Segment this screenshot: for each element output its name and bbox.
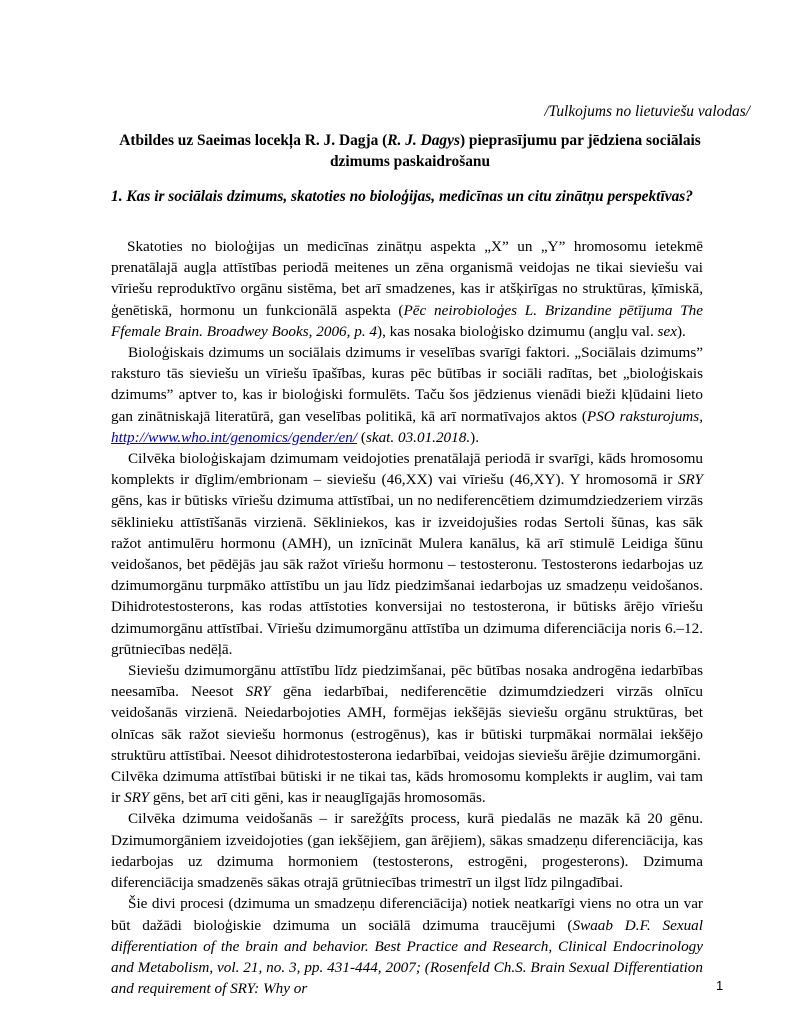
title-name: R. J. Dagys	[387, 132, 460, 149]
paragraph: Sieviešu dzimumorgānu attīstību līdz piedzimšanai, pēc būtības nosaka androgēna iedarbības neesamība. Neesot SRY gēna iedarbībai, nediferencētie dzimumdziedzeri virzās olnīcu veidošanās virzienā. Neiedarbojoties AMH, formējas iekšējās sieviešu orgānu struktūras, bet olnīcas sāk ražot sieviešu hormonus (estrogēnus), kas ir būtiski turpmākai normālai iekšējo struktūru attīstībai. Neesot dihidrotestosterona iedarbībai, veidojas sieviešu ārējie dzimumorgāni.	[111, 662, 703, 764]
paragraph: Cilvēka dzimuma veidošanās – ir sarežģīts process, kurā piedalās ne mazāk kā 20 gēnu. Dzimumorgāniem izveidojoties (gan iekšējiem, gan ārējiem), sākas smadzeņu diferenciācija, kas iedarbojas uz dzimuma hormoniem (testosterons, estrogēni, progesterons). Dzimuma diferenciācija smadzenēs sākas otrajā grūtniecības trimestrī un ilgst līdz pilngadībai.	[111, 810, 703, 892]
paragraph: Šie divi procesi (dzimuma un smadzeņu diferenciācija) notiek neatkarīgi viens no otra un var būt dažādi bioloģiskie dzimuma un sociālā dzimuma traucējumi (Swaab D.F. Sexual differentiation of the brain and behavior. Best Practice and Research, Clinical Endocrinology and Metabolism, vol. 21, no. 3, pp. 431-444, 2007; (Rosenfeld Ch.S. Brain Sexual Differentiation and requirement of SRY: Why or	[111, 895, 703, 998]
paragraph: Skatoties no bioloģijas un medicīnas zinātņu aspekta „X” un „Y” hromosomu ietekmē prenatālajā augļa attīstības periodā meitenes un zēna organismā veidojas ne tikai sieviešu vai vīriešu reproduktīvo orgānu sistēma, bet arī smadzenes, kas ir atšķirīgas no struktūras, ķīmiskā, ģenētiskā, hormonu un funkcionālā aspekta (Pēc neirobioloģes L. Brizandine pētījuma The Ffemale Brain. Broadwey Books, 2006, p. 4), kas nosaka bioloģisko dzimumu (angļu val. sex).	[111, 238, 704, 340]
title-part: ) pieprasījumu par jēdziena sociālais	[459, 132, 701, 149]
title-part: dzimums paskaidrošanu	[329, 153, 491, 170]
paragraph: Cilvēka bioloģiskajam dzimumam veidojoties prenatālajā periodā ir svarīgi, kāds hromosomu komplekts ir dīglim/embrionam – sieviešu (46,XX) vai vīriešu (46,XY). Y hromosomā ir SRY gēns, kas ir būtisks vīriešu dzimuma attīstībai, un no nediferencētiem dzimumdziedzeriem virzās sēklinieku attīstīšanās virzienā. Sēkliniekos, kas ir izveidojušies rodas Sertoli šūnas, kas sāk ražot antimulēru hormonu (AMH), un iznīcināt Mulera kanālus, kā arī stimulē Leidiga šūnu veidošanos, bet pēdējās jau sāk ražot vīriešu hormonu – testosteronu. Testosterons iedarbojas uz dzimumorgānu turpmāko attīstību un jau līdz piedzimšanai iedarbojas uz smadzeņu veidošanos. Dihidrotestosterons, kas rodas attīstoties konversijai no testosterona, ir būtisks ārējo vīriešu dzimumorgānu attīstībai. Vīriešu dzimumorgānu attīstība un dzimuma diferenciācija noris 6.–12. grūtniecības nedēļā.	[111, 450, 703, 658]
paragraph: Cilvēka dzimuma attīstībai būtiski ir ne tikai tas, kāds hromosomu komplekts ir auglim, vai tam ir SRY gēns, bet arī citi gēni, kas ir neauglīgajās hromosomās.	[111, 768, 703, 807]
question-heading: 1. Kas ir sociālais dzimums, skatoties no bioloģijas, medicīnas un citu zinātņu perspektīvas?	[111, 188, 693, 205]
paragraph: Bioloģiskais dzimums un sociālais dzimums ir veselības svarīgi faktori. „Sociālais dzimums” raksturo tās sieviešu un vīriešu īpašības, kuras pēc būtības ir sociāli radītas, bet „bioloģiskais dzimums” aptver to, kas ir bioloģiski formulēts. Taču šos jēdzienus vienādi bieži kļūdaini lieto gan zinātniskajā literatūrā, gan veselības politikā, kā arī normatīvajos aktos (PSO raksturojums, http://www.who.int/genomics/gender/en/ (skat. 03.01.2018.).	[111, 344, 703, 446]
document-body	[111, 236, 703, 999]
document-title	[100, 130, 720, 172]
page-number: 1	[716, 978, 724, 993]
translation-note: /Tulkojums no lietuviešu valodas/	[544, 103, 750, 120]
title-part: Atbildes uz Saeimas locekļa R. J. Dagja (	[119, 132, 388, 149]
who-link[interactable]: http://www.who.int/genomics/gender/en/	[111, 428, 358, 446]
